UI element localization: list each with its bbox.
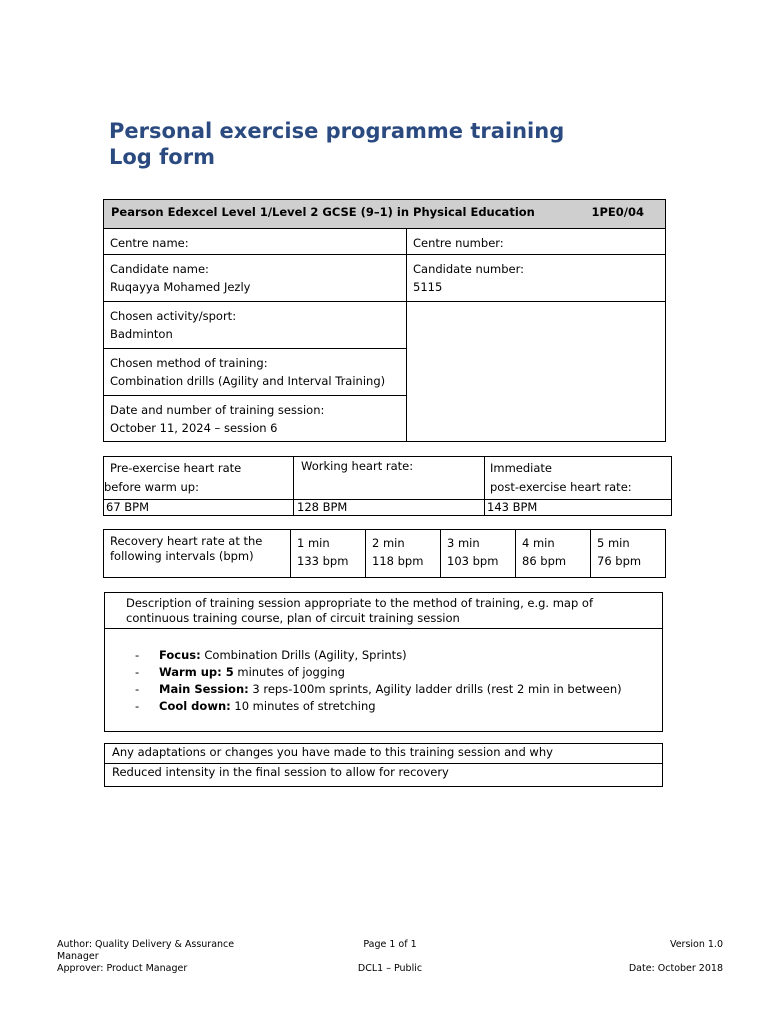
footer-page: Page 1 of 1 (363, 939, 417, 950)
recovery-interval-cell[interactable] (366, 530, 441, 578)
session-plan-cell[interactable] (105, 629, 663, 732)
recovery-time: 2 min (372, 536, 405, 550)
footer-left (57, 939, 262, 975)
recovery-interval-cell[interactable] (516, 530, 591, 578)
pre-value: 67 BPM (106, 500, 150, 514)
qualification-title: Pearson Edexcel Level 1/Level 2 GCSE (9–1) in Physical Education (111, 205, 535, 219)
working-cell (294, 457, 485, 500)
description-label: Description of training session appropriate to the method of training, e.g. map of continuous training course, plan of circuit training session (126, 596, 594, 625)
candidate-name-cell[interactable] (104, 255, 407, 302)
heart-rate-table (103, 456, 672, 516)
candidate-info-table (103, 199, 666, 442)
centre-name-label: Centre name: (110, 236, 189, 250)
bullet-dash: - (135, 682, 140, 696)
footer-author: Author: Quality Delivery & Assurance Manager (57, 939, 235, 962)
description-label-cell (105, 593, 663, 629)
recovery-bpm: 86 bpm (522, 554, 567, 568)
item-text: minutes of jogging (233, 665, 345, 679)
adaptations-label-cell (105, 744, 663, 764)
pre-exercise-cell (104, 457, 294, 500)
recovery-bpm: 118 bpm (372, 554, 424, 568)
bullet-dash: - (135, 648, 140, 662)
footer-right (563, 939, 723, 975)
footer-date: Date: October 2018 (628, 963, 723, 974)
working-value: 128 BPM (297, 500, 348, 514)
recovery-bpm: 76 bpm (597, 554, 642, 568)
list-item (135, 698, 662, 715)
candidate-name-label: Candidate name: (110, 262, 209, 276)
bullet-dash: - (135, 699, 140, 713)
session-cell[interactable] (104, 396, 407, 442)
item-text: Combination Drills (Agility, Sprints) (200, 648, 407, 662)
recovery-table (103, 529, 666, 578)
item-text: 3 reps-100m sprints, Agility ladder drills (rest 2 min in between) (248, 682, 622, 696)
item-key: Warm up: 5 (159, 665, 234, 679)
recovery-label-cell (104, 530, 291, 578)
working-value-cell[interactable] (294, 500, 485, 516)
post-value: 143 BPM (487, 500, 538, 514)
candidate-name-value: Ruqayya Mohamed Jezly (110, 280, 251, 294)
session-value: October 11, 2024 – session 6 (110, 421, 278, 435)
footer-center (330, 939, 450, 975)
adaptations-table (104, 743, 663, 787)
activity-label: Chosen activity/sport: (110, 309, 237, 323)
session-label: Date and number of training session: (110, 403, 325, 417)
adaptations-value: Reduced intensity in the final session to allow for recovery (112, 765, 449, 779)
post-label-line-1: Immediate (490, 461, 552, 475)
working-label: Working heart rate: (301, 459, 414, 473)
blank-cell (407, 302, 666, 442)
centre-name-cell[interactable] (104, 229, 407, 255)
recovery-interval-cell[interactable] (291, 530, 366, 578)
list-item (135, 681, 662, 698)
session-plan-list (135, 647, 662, 715)
page-title (109, 118, 669, 170)
description-table (104, 592, 663, 732)
title-line-2: Log form (109, 145, 215, 169)
title-line-1: Personal exercise programme training (109, 119, 565, 143)
pre-value-cell[interactable] (104, 500, 294, 516)
candidate-number-label: Candidate number: (413, 262, 525, 276)
recovery-interval-cell[interactable] (441, 530, 516, 578)
qualification-code: 1PE0/04 (591, 205, 644, 219)
item-key: Cool down: (159, 699, 231, 713)
candidate-number-value: 5115 (413, 280, 443, 294)
adaptations-label: Any adaptations or changes you have made to this training session and why (112, 745, 553, 759)
candidate-number-cell[interactable] (407, 255, 666, 302)
recovery-label-line-2: following intervals (bpm) (110, 549, 254, 563)
list-item (135, 647, 662, 664)
post-label-line-2: post-exercise heart rate: (490, 480, 632, 494)
item-key: Focus: (159, 648, 201, 662)
method-cell[interactable] (104, 349, 407, 396)
recovery-interval-cell[interactable] (591, 530, 666, 578)
footer-version: Version 1.0 (669, 939, 723, 950)
footer-approver: Approver: Product Manager (57, 963, 188, 974)
item-text: 10 minutes of stretching (230, 699, 376, 713)
footer-classification: DCL1 – Public (357, 963, 423, 974)
centre-number-label: Centre number: (413, 236, 504, 250)
pre-label-line-1: Pre-exercise heart rate (110, 461, 242, 475)
activity-cell[interactable] (104, 302, 407, 349)
method-value: Combination drills (Agility and Interval Training) (110, 374, 386, 388)
recovery-time: 1 min (297, 536, 330, 550)
recovery-bpm: 103 bpm (447, 554, 499, 568)
recovery-time: 3 min (447, 536, 480, 550)
pre-label-line-2: before warm up: (104, 480, 199, 494)
post-exercise-cell (485, 457, 672, 500)
recovery-label-line-1: Recovery heart rate at the (110, 534, 263, 548)
recovery-bpm: 133 bpm (297, 554, 349, 568)
method-label: Chosen method of training: (110, 356, 268, 370)
recovery-time: 5 min (597, 536, 630, 550)
recovery-time: 4 min (522, 536, 555, 550)
list-item (135, 664, 662, 681)
adaptations-value-cell[interactable] (105, 764, 663, 787)
bullet-dash: - (135, 665, 140, 679)
item-key: Main Session: (159, 682, 249, 696)
post-value-cell[interactable] (485, 500, 672, 516)
qualification-header (104, 200, 666, 229)
activity-value: Badminton (110, 327, 173, 341)
centre-number-cell[interactable] (407, 229, 666, 255)
